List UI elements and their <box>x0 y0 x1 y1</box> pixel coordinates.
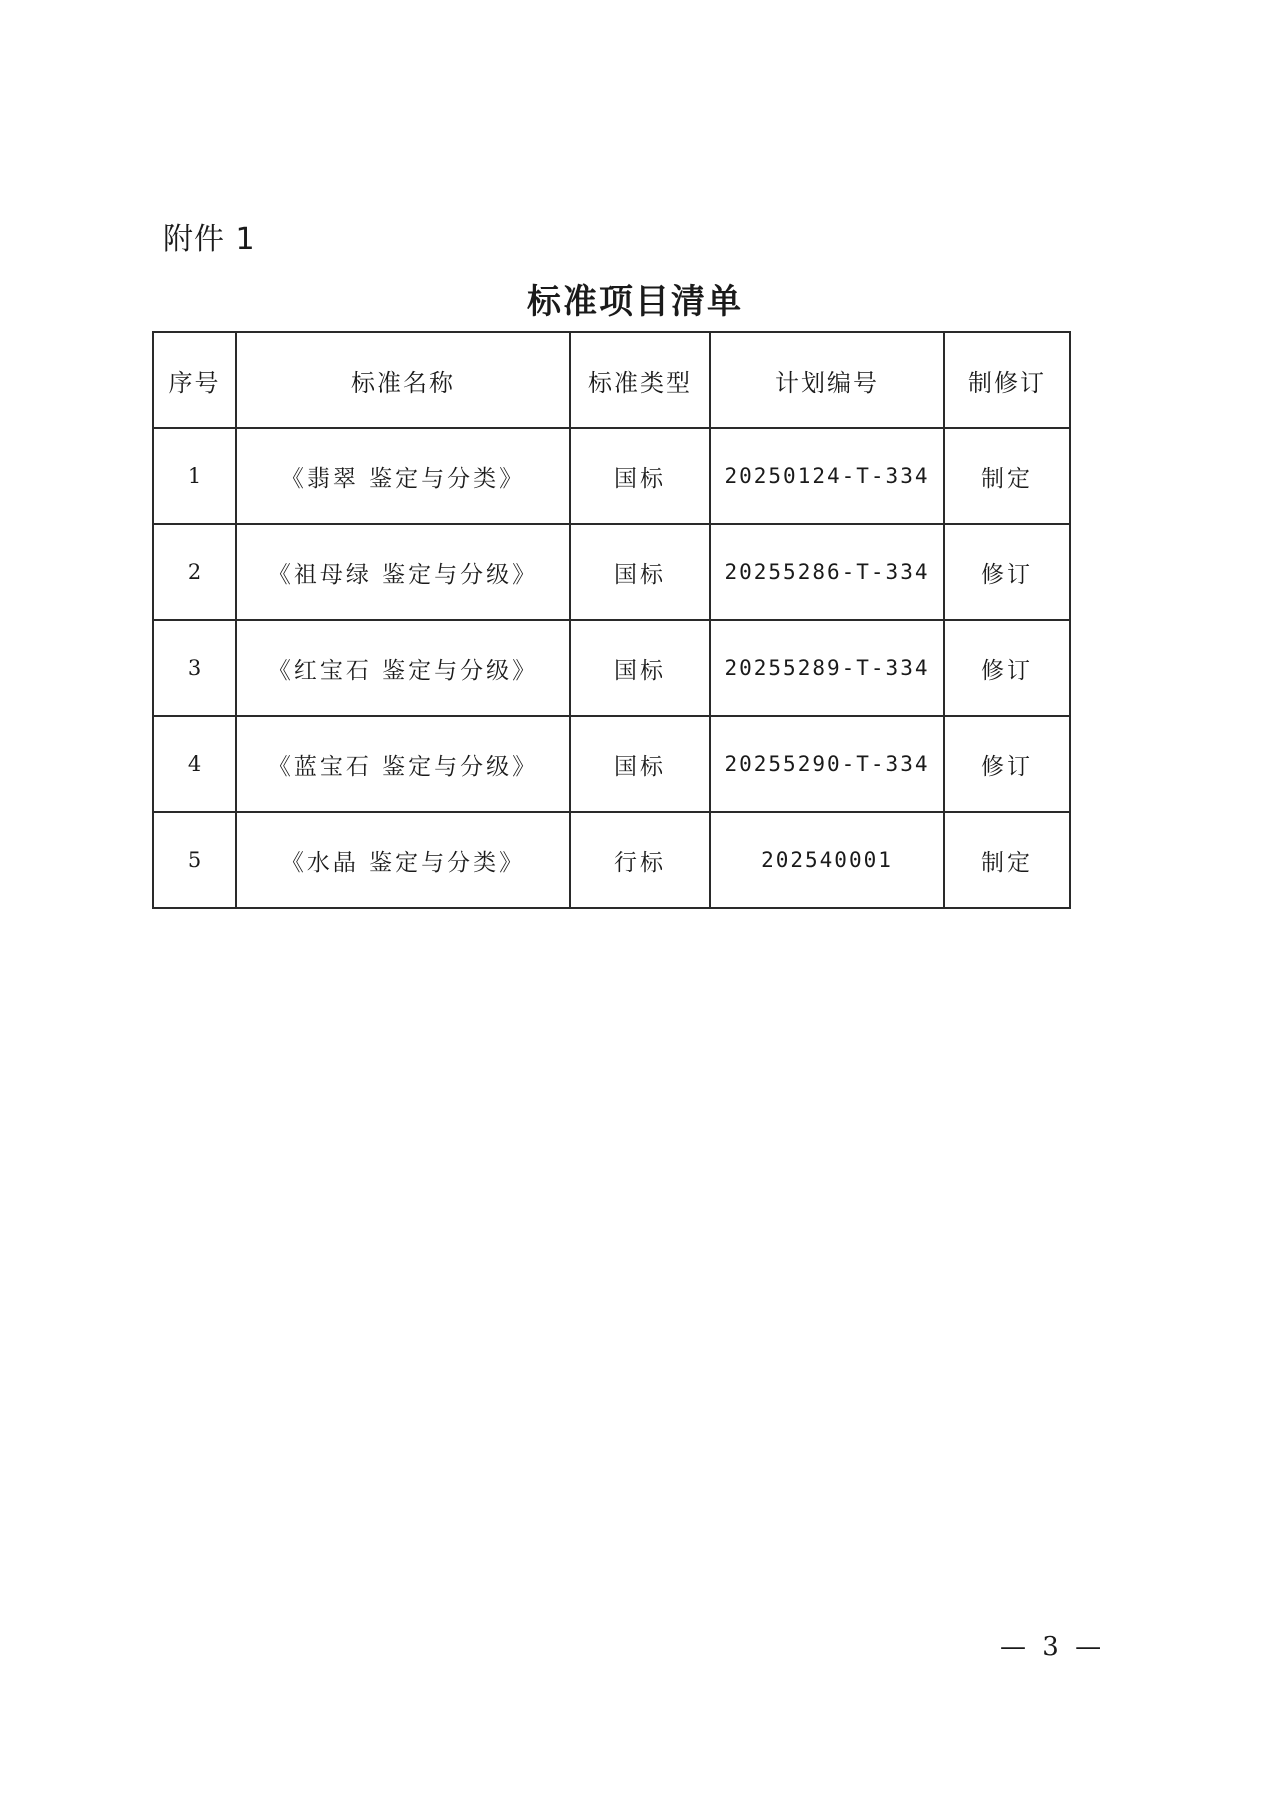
cell-no: 4 <box>153 716 236 812</box>
standards-table <box>152 331 1071 909</box>
table-row <box>153 812 1070 908</box>
cell-name: 《翡翠 鉴定与分类》 <box>236 428 570 524</box>
cell-revision: 制定 <box>944 428 1070 524</box>
cell-revision: 制定 <box>944 812 1070 908</box>
cell-revision: 修订 <box>944 524 1070 620</box>
cell-no: 5 <box>153 812 236 908</box>
cell-type: 国标 <box>570 620 710 716</box>
table-body <box>153 428 1070 908</box>
cell-type: 国标 <box>570 716 710 812</box>
table-header <box>153 332 1070 428</box>
page-number: — 3 — <box>1000 1632 1106 1662</box>
cell-name: 《水晶 鉴定与分类》 <box>236 812 570 908</box>
table-row <box>153 716 1070 812</box>
column-header-type: 标准类型 <box>570 332 710 428</box>
column-header-revision: 制修订 <box>944 332 1070 428</box>
cell-no: 1 <box>153 428 236 524</box>
cell-no: 3 <box>153 620 236 716</box>
cell-plan-code: 20250124-T-334 <box>710 428 944 524</box>
cell-plan-code: 202540001 <box>710 812 944 908</box>
cell-type: 行标 <box>570 812 710 908</box>
column-header-plan-code: 计划编号 <box>710 332 944 428</box>
cell-plan-code: 20255286-T-334 <box>710 524 944 620</box>
cell-revision: 修订 <box>944 716 1070 812</box>
column-header-no: 序号 <box>153 332 236 428</box>
document-title: 标准项目清单 <box>527 282 743 322</box>
cell-type: 国标 <box>570 428 710 524</box>
header-row <box>153 332 1070 428</box>
column-header-name: 标准名称 <box>236 332 570 428</box>
cell-plan-code: 20255290-T-334 <box>710 716 944 812</box>
attachment-label: 附件 1 <box>163 222 256 257</box>
cell-plan-code: 20255289-T-334 <box>710 620 944 716</box>
cell-name: 《红宝石 鉴定与分级》 <box>236 620 570 716</box>
cell-no: 2 <box>153 524 236 620</box>
table-row <box>153 524 1070 620</box>
table-row <box>153 620 1070 716</box>
cell-name: 《祖母绿 鉴定与分级》 <box>236 524 570 620</box>
cell-revision: 修订 <box>944 620 1070 716</box>
table-row <box>153 428 1070 524</box>
cell-type: 国标 <box>570 524 710 620</box>
cell-name: 《蓝宝石 鉴定与分级》 <box>236 716 570 812</box>
